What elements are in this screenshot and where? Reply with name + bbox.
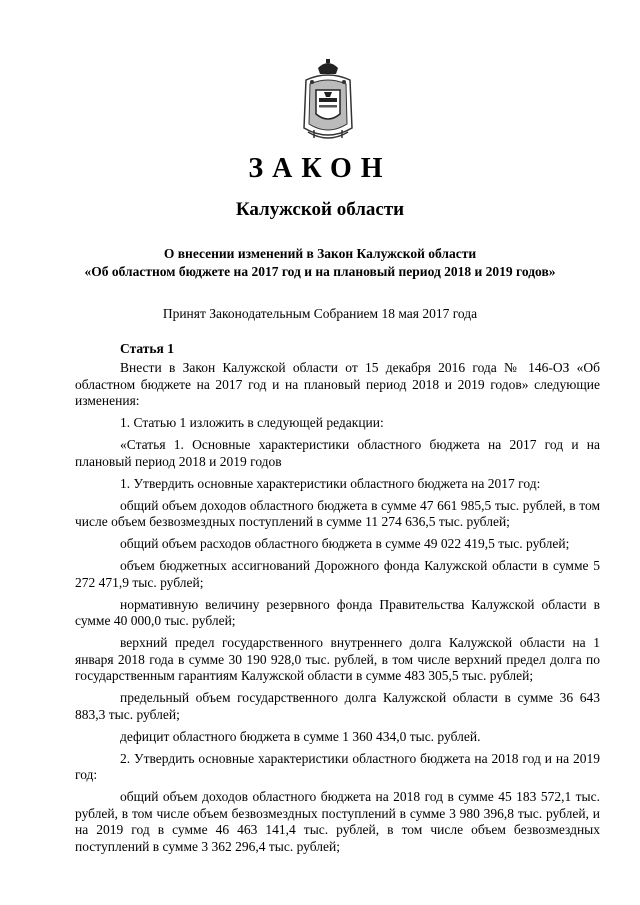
law-subtitle — [0, 245, 640, 281]
document-title: ЗАКОН — [248, 153, 392, 184]
paragraph: нормативную величину резервного фонда Правительства Калужской области в сумме 40 000,0 тыс. рублей; — [75, 596, 600, 628]
adoption-line: Принят Законодательным Собранием 18 мая 2017 года — [162, 306, 478, 321]
coat-of-arms-icon — [300, 58, 356, 144]
subtitle-line: О внесении изменений в Закон Калужской области — [163, 246, 477, 261]
paragraph: дефицит областного бюджета в сумме 1 360 434,0 тыс. рублей. — [120, 728, 481, 744]
paragraph: общий объем доходов областного бюджета в сумме 47 661 985,5 тыс. рублей, в том числе объем безвозмездных поступлений в сумме 11 274 636,5 тыс. рублей; — [75, 497, 600, 529]
paragraph: общий объем доходов областного бюджета на 2018 год в сумме 45 183 572,1 тыс. рублей, в том числе объем безвозмездных поступлений в сумме 3 980 396,8 тыс. рублей, и на 2019 год в сумме 46 463 141,4 тыс. рублей, в том числе объем безвозмездных поступлений в сумме 3 362 296,4 тыс. рублей; — [75, 789, 600, 854]
paragraph: 1. Статью 1 изложить в следующей редакции: — [120, 415, 384, 430]
paragraph: предельный объем государственного долга Калужской области в сумме 36 643 883,3 тыс. рублей; — [75, 690, 600, 722]
article-heading: Статья 1 — [120, 341, 174, 356]
paragraph: верхний предел государственного внутреннего долга Калужской области на 1 января 2018 года в сумме 30 190 928,0 тыс. рублей, в том числе верхний предел долга по государственным гарантиям Калужской области в сумме 483 305,5 тыс. рублей; — [75, 635, 600, 683]
paragraph: Внести в Закон Калужской области от 15 декабря 2016 года № 146-ОЗ «Об областном бюджете на 2017 год и на плановый период 2018 и 2019 годов» следующие изменения: — [75, 360, 600, 408]
paragraph: 1. Утвердить основные характеристики областного бюджета на 2017 год: — [120, 475, 541, 491]
paragraph: 2. Утвердить основные характеристики областного бюджета на 2018 год и на 2019 год: — [75, 750, 600, 782]
subtitle-line: «Об областном бюджете на 2017 год и на плановый период 2018 и 2019 годов» — [84, 264, 556, 279]
article-body — [75, 360, 600, 861]
paragraph: общий объем расходов областного бюджета в сумме 49 022 419,5 тыс. рублей; — [120, 536, 570, 551]
paragraph: объем бюджетных ассигнований Дорожного фонда Калужской области в сумме 5 272 471,9 тыс. рублей; — [75, 558, 600, 590]
region-title: Калужской области — [235, 199, 405, 220]
paragraph: «Статья 1. Основные характеристики областного бюджета на 2017 год и на плановый период 2018 и 2019 годов — [75, 437, 600, 469]
